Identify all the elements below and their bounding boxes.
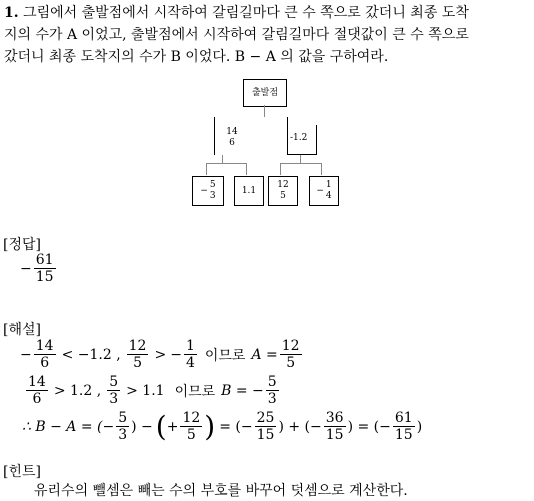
leaf-4: [309, 176, 339, 206]
frac-num: 61: [394, 410, 413, 426]
frac-num: 14: [35, 338, 54, 354]
text: A =: [251, 346, 278, 363]
text: ) −: [131, 418, 153, 435]
frac-den: 5: [133, 355, 143, 371]
answer-value: [20, 252, 58, 285]
frac-num: 36: [325, 410, 344, 426]
fraction: [107, 374, 120, 407]
fraction: [255, 410, 277, 443]
frac-num: 25: [256, 410, 275, 426]
problem-number: 1.: [4, 5, 19, 21]
connector: [264, 105, 265, 117]
leaf-3-num: 12: [277, 180, 289, 190]
fraction: [266, 374, 279, 407]
text: >: [154, 346, 167, 363]
frac-num: 1: [185, 338, 195, 354]
connector: [287, 117, 288, 125]
explanation-line-3: [22, 410, 422, 443]
text: = (−: [219, 418, 253, 435]
frac-den: 3: [109, 391, 119, 407]
text: ) = (−: [347, 418, 391, 435]
text: ): [416, 418, 423, 435]
start-label: 출발점: [251, 87, 279, 98]
answer-den: 15: [35, 269, 54, 285]
fraction: [127, 338, 149, 371]
answer-sign: −: [20, 260, 32, 277]
text: B = −: [221, 382, 264, 399]
frac-num: 12: [182, 410, 201, 426]
leaf-1-den: 3: [209, 191, 216, 201]
leaf-1-sign: −: [200, 185, 208, 196]
connector: [246, 163, 247, 175]
answer-num: 61: [35, 252, 54, 268]
paren-open: (: [155, 409, 167, 443]
connector: [214, 117, 215, 125]
leaf-2-value: 1.1: [241, 185, 257, 196]
problem-line-3: 갔더니 최종 도착지의 수가 B 이었다. B − A 의 값을 구하여라.: [4, 49, 389, 65]
frac-den: 6: [40, 355, 50, 371]
fraction: [393, 410, 415, 443]
frac-num: 12: [128, 338, 147, 354]
paren-close: ): [204, 409, 216, 443]
problem-line-2: 지의 수가 A 이었고, 출발점에서 시작하여 갈림길마다 절댓값이 큰 수 쪽으로: [4, 27, 469, 43]
problem-line-1: [4, 2, 469, 24]
node-left-border: [214, 125, 215, 155]
frac-num: 14: [28, 374, 46, 390]
fraction: [116, 410, 129, 443]
frac-den: 15: [256, 427, 275, 443]
node-right-border-l: [287, 125, 288, 155]
connector: [222, 155, 223, 163]
connector: [321, 163, 322, 175]
text: > 1.2 ,: [53, 382, 102, 399]
leaf-4-den: 4: [325, 191, 332, 201]
fraction: [180, 410, 202, 443]
connector: [280, 163, 281, 175]
explanation-label: [해설]: [3, 322, 41, 338]
fraction: [184, 338, 197, 371]
connector: [280, 163, 322, 164]
frac-den: 5: [186, 427, 196, 443]
node-left-den: 6: [229, 138, 235, 148]
frac-den: 15: [325, 427, 344, 443]
frac-den: 3: [118, 427, 128, 443]
explanation-line-1: [20, 338, 304, 371]
frac-den: 6: [32, 391, 42, 407]
node-right-border-r: [316, 125, 317, 155]
start-box: [243, 79, 287, 107]
text: 이므로: [174, 383, 216, 400]
node-right-border-b: [287, 154, 317, 155]
hint-label: [힌트]: [3, 464, 41, 480]
connector: [206, 163, 207, 175]
fraction: [34, 338, 56, 371]
leaf-3: [268, 176, 298, 206]
frac-den: 5: [286, 355, 296, 371]
fraction: [26, 374, 48, 407]
hint-text: 유리수의 뺄셈은 빼는 수의 부호를 바꾸어 덧셈으로 계산한다.: [34, 483, 408, 499]
frac-num: 5: [109, 374, 119, 390]
minus-sign: −: [20, 346, 32, 363]
leaf-2: [234, 176, 264, 206]
frac-num: 12: [281, 338, 300, 354]
plus-sign: +: [166, 418, 179, 435]
frac-den: 3: [267, 391, 277, 407]
connector: [300, 155, 301, 163]
frac-num: 5: [118, 410, 128, 426]
minus-sign: −: [170, 346, 182, 363]
frac-den: 4: [185, 355, 195, 371]
text: ∴ B − A = (−: [22, 418, 115, 435]
leaf-1-num: 5: [209, 180, 216, 190]
text: > 1.1: [126, 382, 165, 399]
node-left-num: 14: [226, 127, 238, 137]
text: 이므로: [204, 347, 246, 364]
problem-text-1: 그림에서 출발점에서 시작하여 갈림길마다 큰 수 쪽으로 갔더니 최종 도착: [23, 5, 469, 21]
leaf-4-num: 1: [325, 180, 332, 190]
text: ) + (−: [278, 418, 322, 435]
leaf-1: [192, 176, 224, 206]
leaf-4-sign: −: [316, 185, 324, 196]
node-right-value: -1.2: [290, 133, 308, 143]
frac-den: 15: [394, 427, 413, 443]
answer-label: [정답]: [3, 237, 41, 253]
fraction: [280, 338, 302, 371]
text: < −1.2 ,: [61, 346, 121, 363]
explanation-line-2: [24, 374, 281, 407]
leaf-3-den: 5: [280, 191, 286, 201]
fraction: [324, 410, 346, 443]
frac-num: 5: [267, 374, 277, 390]
connector: [206, 163, 246, 164]
answer-fraction: [34, 252, 56, 285]
node-left-value: [224, 127, 240, 149]
